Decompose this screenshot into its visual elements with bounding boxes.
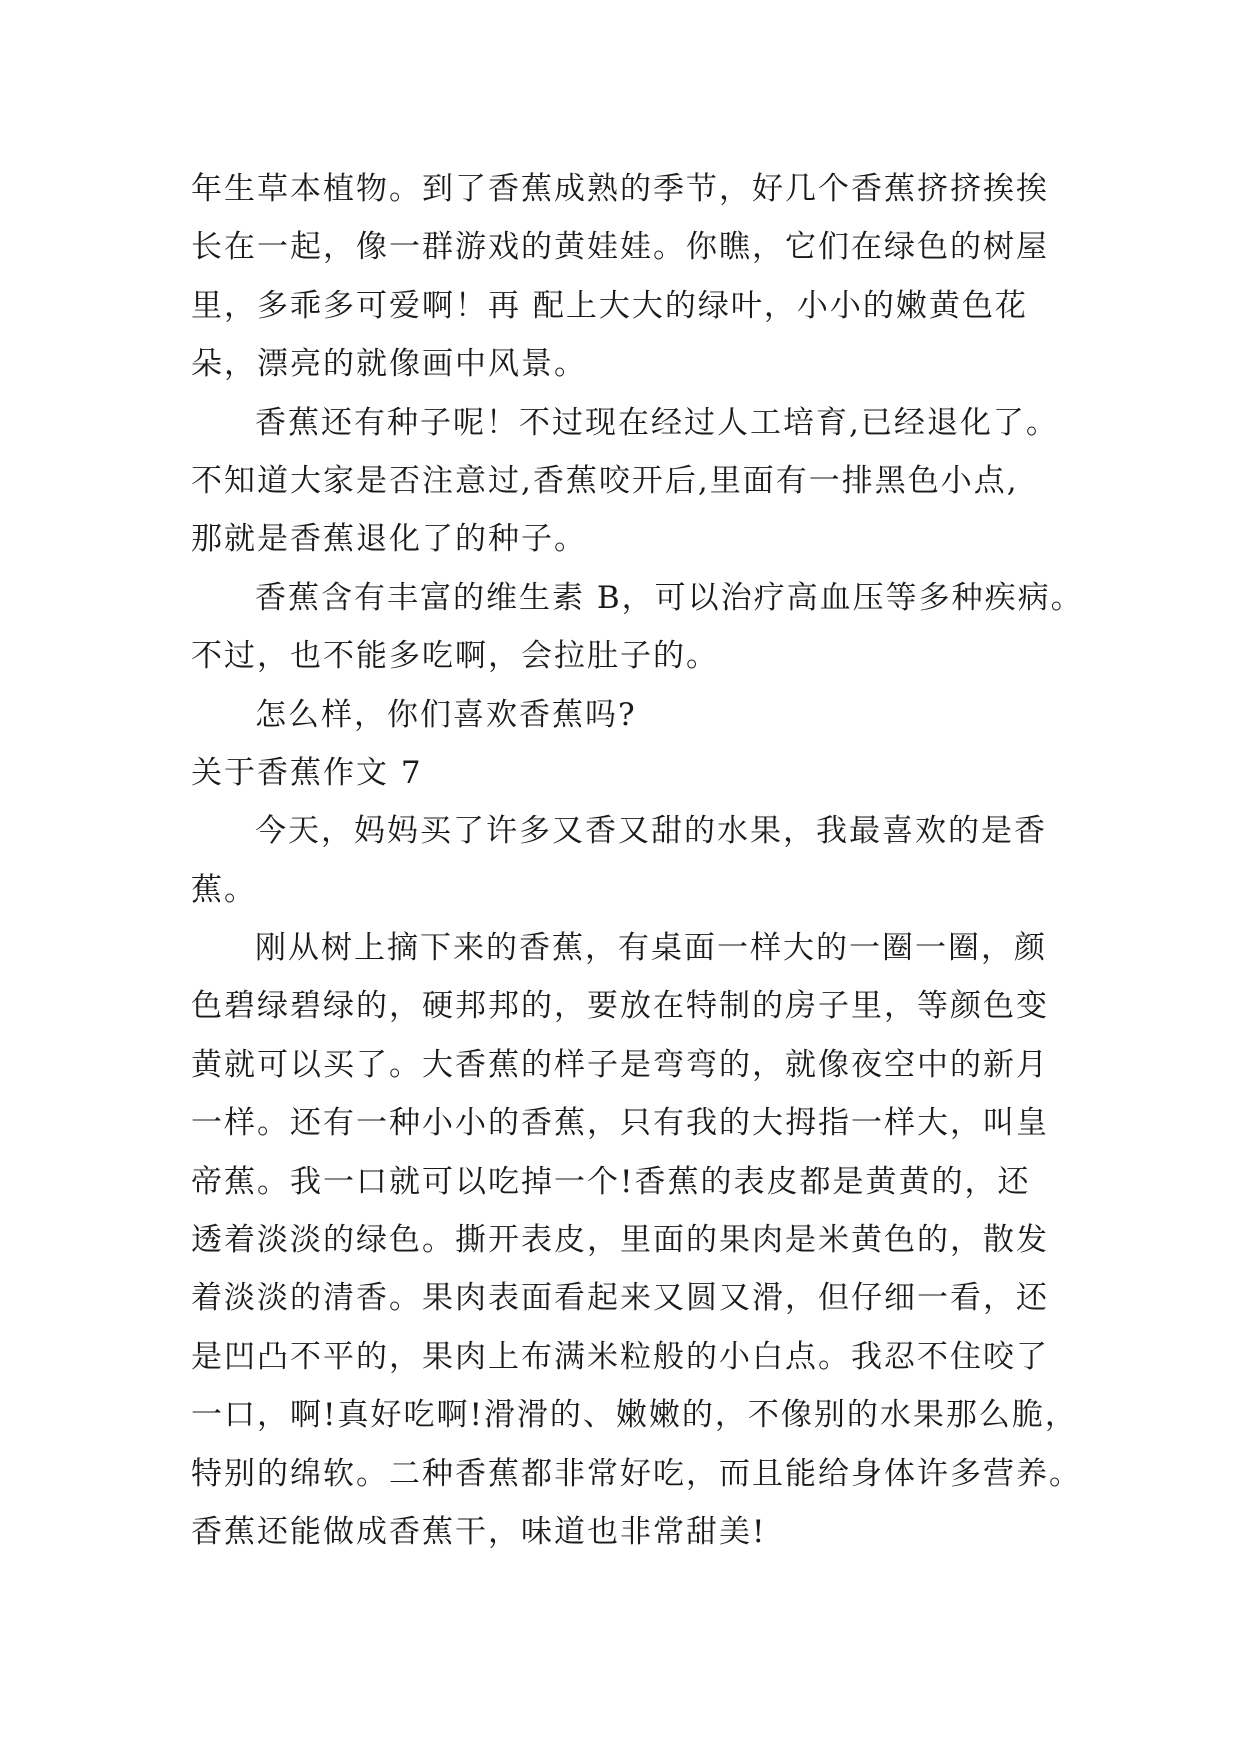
text-line: 帝蕉。我一口就可以吃掉一个!香蕉的表皮都是黄黄的，还 [191, 1163, 1031, 1200]
text-line: 着淡淡的清香。果肉表面看起来又圆又滑，但仔细一看，还 [191, 1280, 1049, 1317]
paragraph-first-line: 刚从树上摘下来的香蕉，有桌面一样大的一圈一圈，颜 [255, 930, 1047, 967]
paragraph-first-line: 香蕉含有丰富的维生素 B，可以治疗高血压等多种疾病。 [255, 579, 1084, 616]
document-body [191, 160, 1084, 1561]
text-line: 色碧绿碧绿的，硬邦邦的，要放在特制的房子里，等颜色变 [191, 988, 1049, 1025]
text-line: 黄就可以买了。大香蕉的样子是弯弯的，就像夜空中的新月 [191, 1046, 1049, 1083]
text-line: 一口，啊!真好吃啊!滑滑的、嫩嫩的，不像别的水果那么脆， [191, 1397, 1078, 1434]
text-line: 长在一起，像一群游戏的黄娃娃。你瞧，它们在绿色的树屋 [191, 229, 1049, 266]
text-line: 蕉。 [191, 871, 257, 908]
section-heading: 关于香蕉作文 7 [191, 754, 423, 791]
text-line: 特别的绵软。二种香蕉都非常好吃，而且能给身体许多营养。 [191, 1455, 1082, 1492]
text-line: 透着淡淡的绿色。撕开表皮，里面的果肉是米黄色的，散发 [191, 1222, 1049, 1259]
text-line: 香蕉还能做成香蕉干，味道也非常甜美! [191, 1513, 767, 1550]
text-line: 不过，也不能多吃啊，会拉肚子的。 [191, 638, 719, 675]
paragraph-first-line: 今天，妈妈买了许多又香又甜的水果，我最喜欢的是香 [255, 813, 1047, 850]
text-line: 那就是香蕉退化了的种子。 [191, 521, 587, 558]
text-line: 里，多乖多可爱啊！再 配上大大的绿叶，小小的嫩黄色花 [191, 287, 1028, 324]
text-line: 不知道大家是否注意过,香蕉咬开后,里面有一排黑色小点, [191, 462, 1019, 499]
text-line: 朵，漂亮的就像画中风景。 [191, 346, 587, 383]
text-line: 一样。还有一种小小的香蕉，只有我的大拇指一样大，叫皇 [191, 1105, 1049, 1142]
paragraph-first-line: 怎么样，你们喜欢香蕉吗? [255, 696, 637, 733]
text-line: 是凹凸不平的，果肉上布满米粒般的小白点。我忍不住咬了 [191, 1338, 1049, 1375]
text-line: 年生草本植物。到了香蕉成熟的季节，好几个香蕉挤挤挨挨 [191, 171, 1049, 207]
paragraph-first-line: 香蕉还有种子呢！不过现在经过人工培育,已经退化了。 [255, 404, 1059, 441]
